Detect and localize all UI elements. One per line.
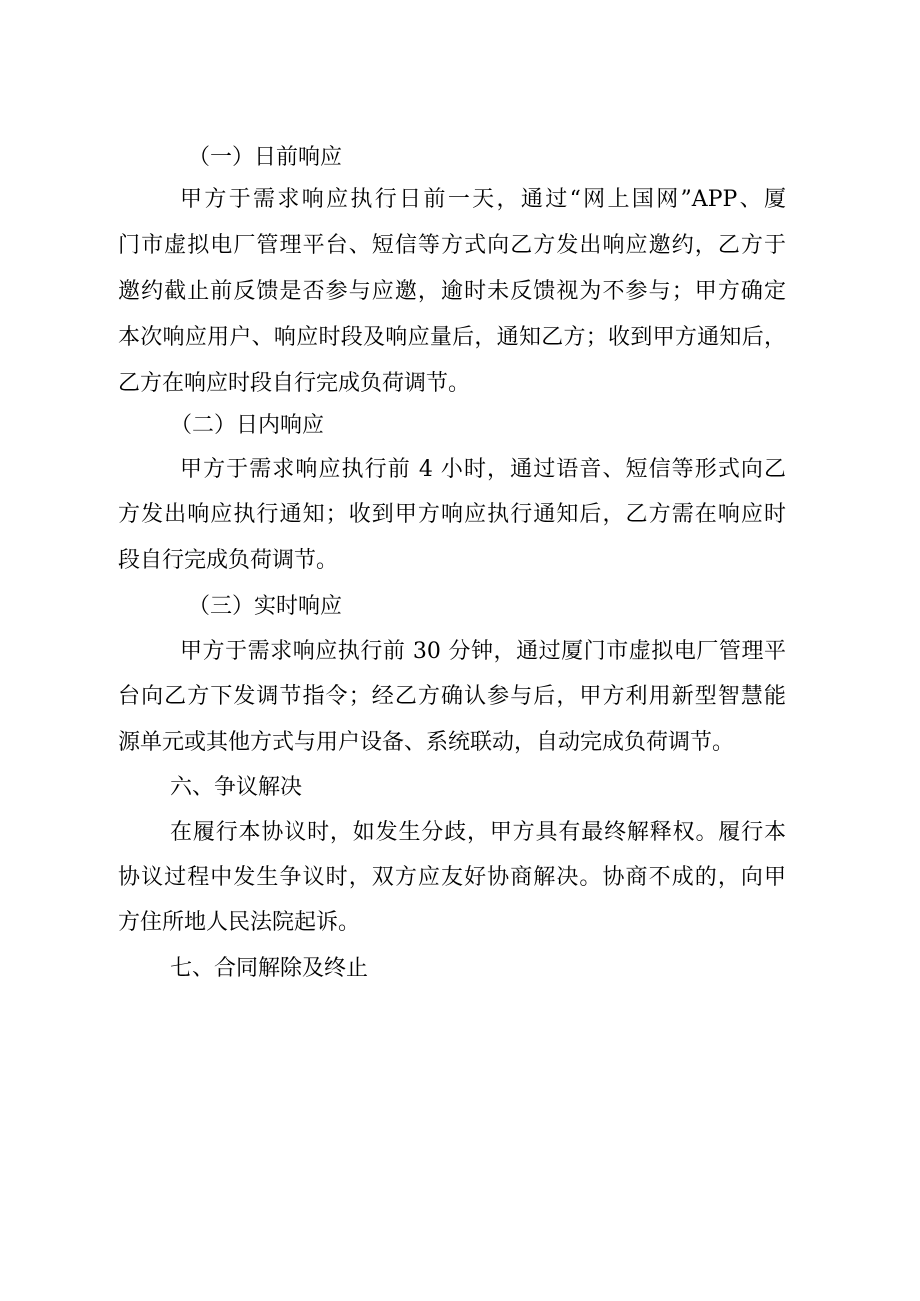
paragraph-line: 邀约截止前反馈是否参与应邀，逾时未反馈视为不参与；甲方确定	[118, 279, 786, 304]
section-heading-dispute-resolution: 六、争议解决	[170, 775, 303, 800]
paragraph-line: 甲方于需求响应执行前 4 小时，通过语音、短信等形式向乙	[180, 457, 786, 482]
section-heading-intraday: （二）日内响应	[170, 413, 325, 438]
paragraph-line: 协议过程中发生争议时，双方应友好协商解决。协商不成的，向甲	[118, 865, 786, 890]
section-heading-real-time: （三）实时响应	[188, 594, 343, 619]
paragraph-line: 方住所地人民法院起诉。	[118, 910, 361, 935]
paragraph-line: 甲方于需求响应执行前 30 分钟，通过厦门市虚拟电厂管理平	[180, 639, 786, 664]
paragraph-line: 源单元或其他方式与用户设备、系统联动，自动完成负荷调节。	[118, 730, 735, 755]
section-heading-day-ahead: （一）日前响应	[188, 145, 343, 170]
paragraph-line: 门市虚拟电厂管理平台、短信等方式向乙方发出响应邀约，乙方于	[118, 233, 786, 258]
paragraph-line: 在履行本协议时，如发生分歧，甲方具有最终解释权。履行本	[170, 820, 786, 845]
paragraph-line: 本次响应用户、响应时段及响应量后，通知乙方；收到甲方通知后，	[118, 325, 786, 350]
paragraph-line: 段自行完成负荷调节。	[118, 548, 339, 573]
paragraph-line: 乙方在响应时段自行完成负荷调节。	[118, 371, 471, 396]
paragraph-line: 甲方于需求响应执行日前一天，通过“网上国网”APP、厦	[180, 187, 786, 212]
paragraph-line: 方发出响应执行通知；收到甲方响应执行通知后，乙方需在响应时	[118, 502, 786, 527]
paragraph-line: 台向乙方下发调节指令；经乙方确认参与后，甲方利用新型智慧能	[118, 684, 786, 709]
section-heading-termination: 七、合同解除及终止	[170, 956, 369, 981]
